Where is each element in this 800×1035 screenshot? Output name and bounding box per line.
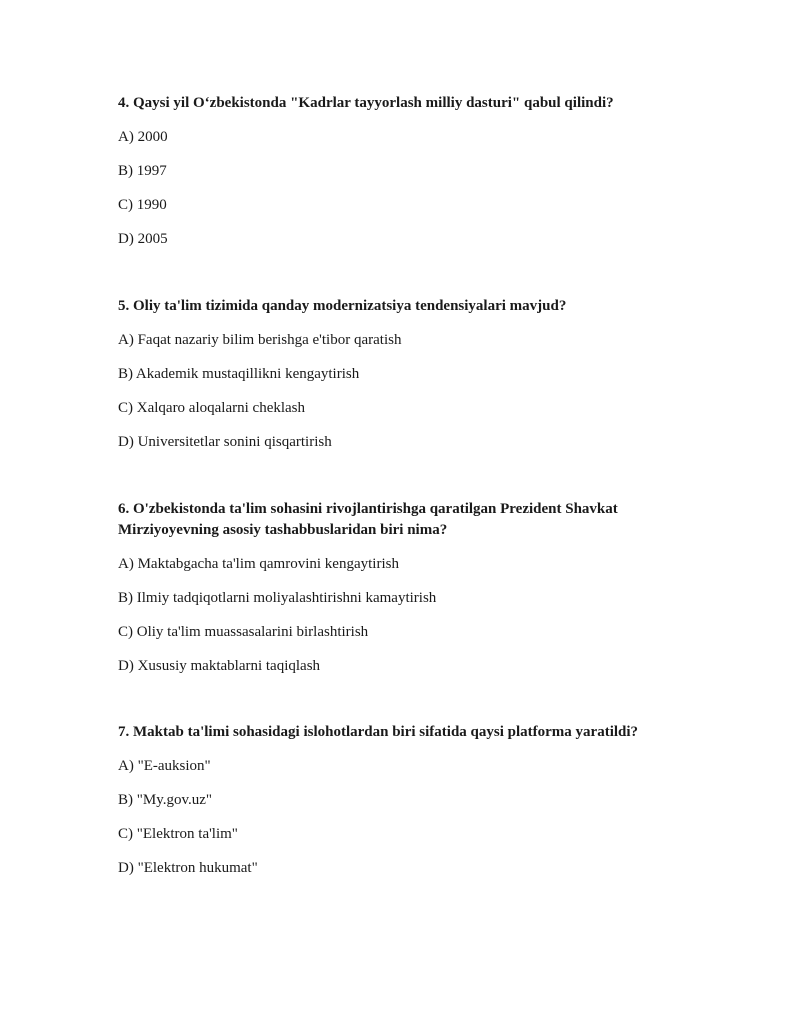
option-b: B) Ilmiy tadqiqotlarni moliyalashtirishni kamaytirish	[118, 590, 437, 606]
question-5	[118, 296, 678, 450]
question-4	[118, 93, 678, 247]
option-c: C) Oliy ta'lim muassasalarini birlashtirish	[118, 624, 369, 640]
question-title: 7. Maktab ta'limi sohasidagi islohotlardan biri sifatida qaysi platforma yaratildi?	[118, 724, 639, 740]
option-d: D) 2005	[118, 231, 168, 247]
question-title: 5. Oliy ta'lim tizimida qanday modernizatsiya tendensiyalari mavjud?	[118, 298, 567, 314]
option-b: B) Akademik mustaqillikni kengaytirish	[118, 366, 360, 382]
option-b: B) "My.gov.uz"	[118, 792, 213, 808]
question-title: 4. Qaysi yil O‘zbekistonda "Kadrlar tayyorlash milliy dasturi" qabul qilindi?	[118, 95, 614, 111]
question-title: 6. O'zbekistonda ta'lim sohasini rivojlantirishga qaratilgan Prezident Shavkat Mirziyoyevning asosiy tashabbuslaridan biri nima?	[118, 501, 618, 538]
option-c: C) 1990	[118, 197, 167, 213]
option-a: A) Faqat nazariy bilim berishga e'tibor qaratish	[118, 332, 402, 348]
option-c: C) "Elektron ta'lim"	[118, 826, 238, 842]
option-a: A) 2000	[118, 129, 168, 145]
option-c: C) Xalqaro aloqalarni cheklash	[118, 400, 306, 416]
question-6	[118, 499, 678, 674]
option-d: D) Xususiy maktablarni taqiqlash	[118, 658, 321, 674]
option-d: D) "Elektron hukumat"	[118, 860, 258, 876]
question-7	[118, 722, 678, 876]
option-d: D) Universitetlar sonini qisqartirish	[118, 434, 332, 450]
option-a: A) "E-auksion"	[118, 758, 211, 774]
option-b: B) 1997	[118, 163, 167, 179]
option-a: A) Maktabgacha ta'lim qamrovini kengaytirish	[118, 556, 399, 572]
